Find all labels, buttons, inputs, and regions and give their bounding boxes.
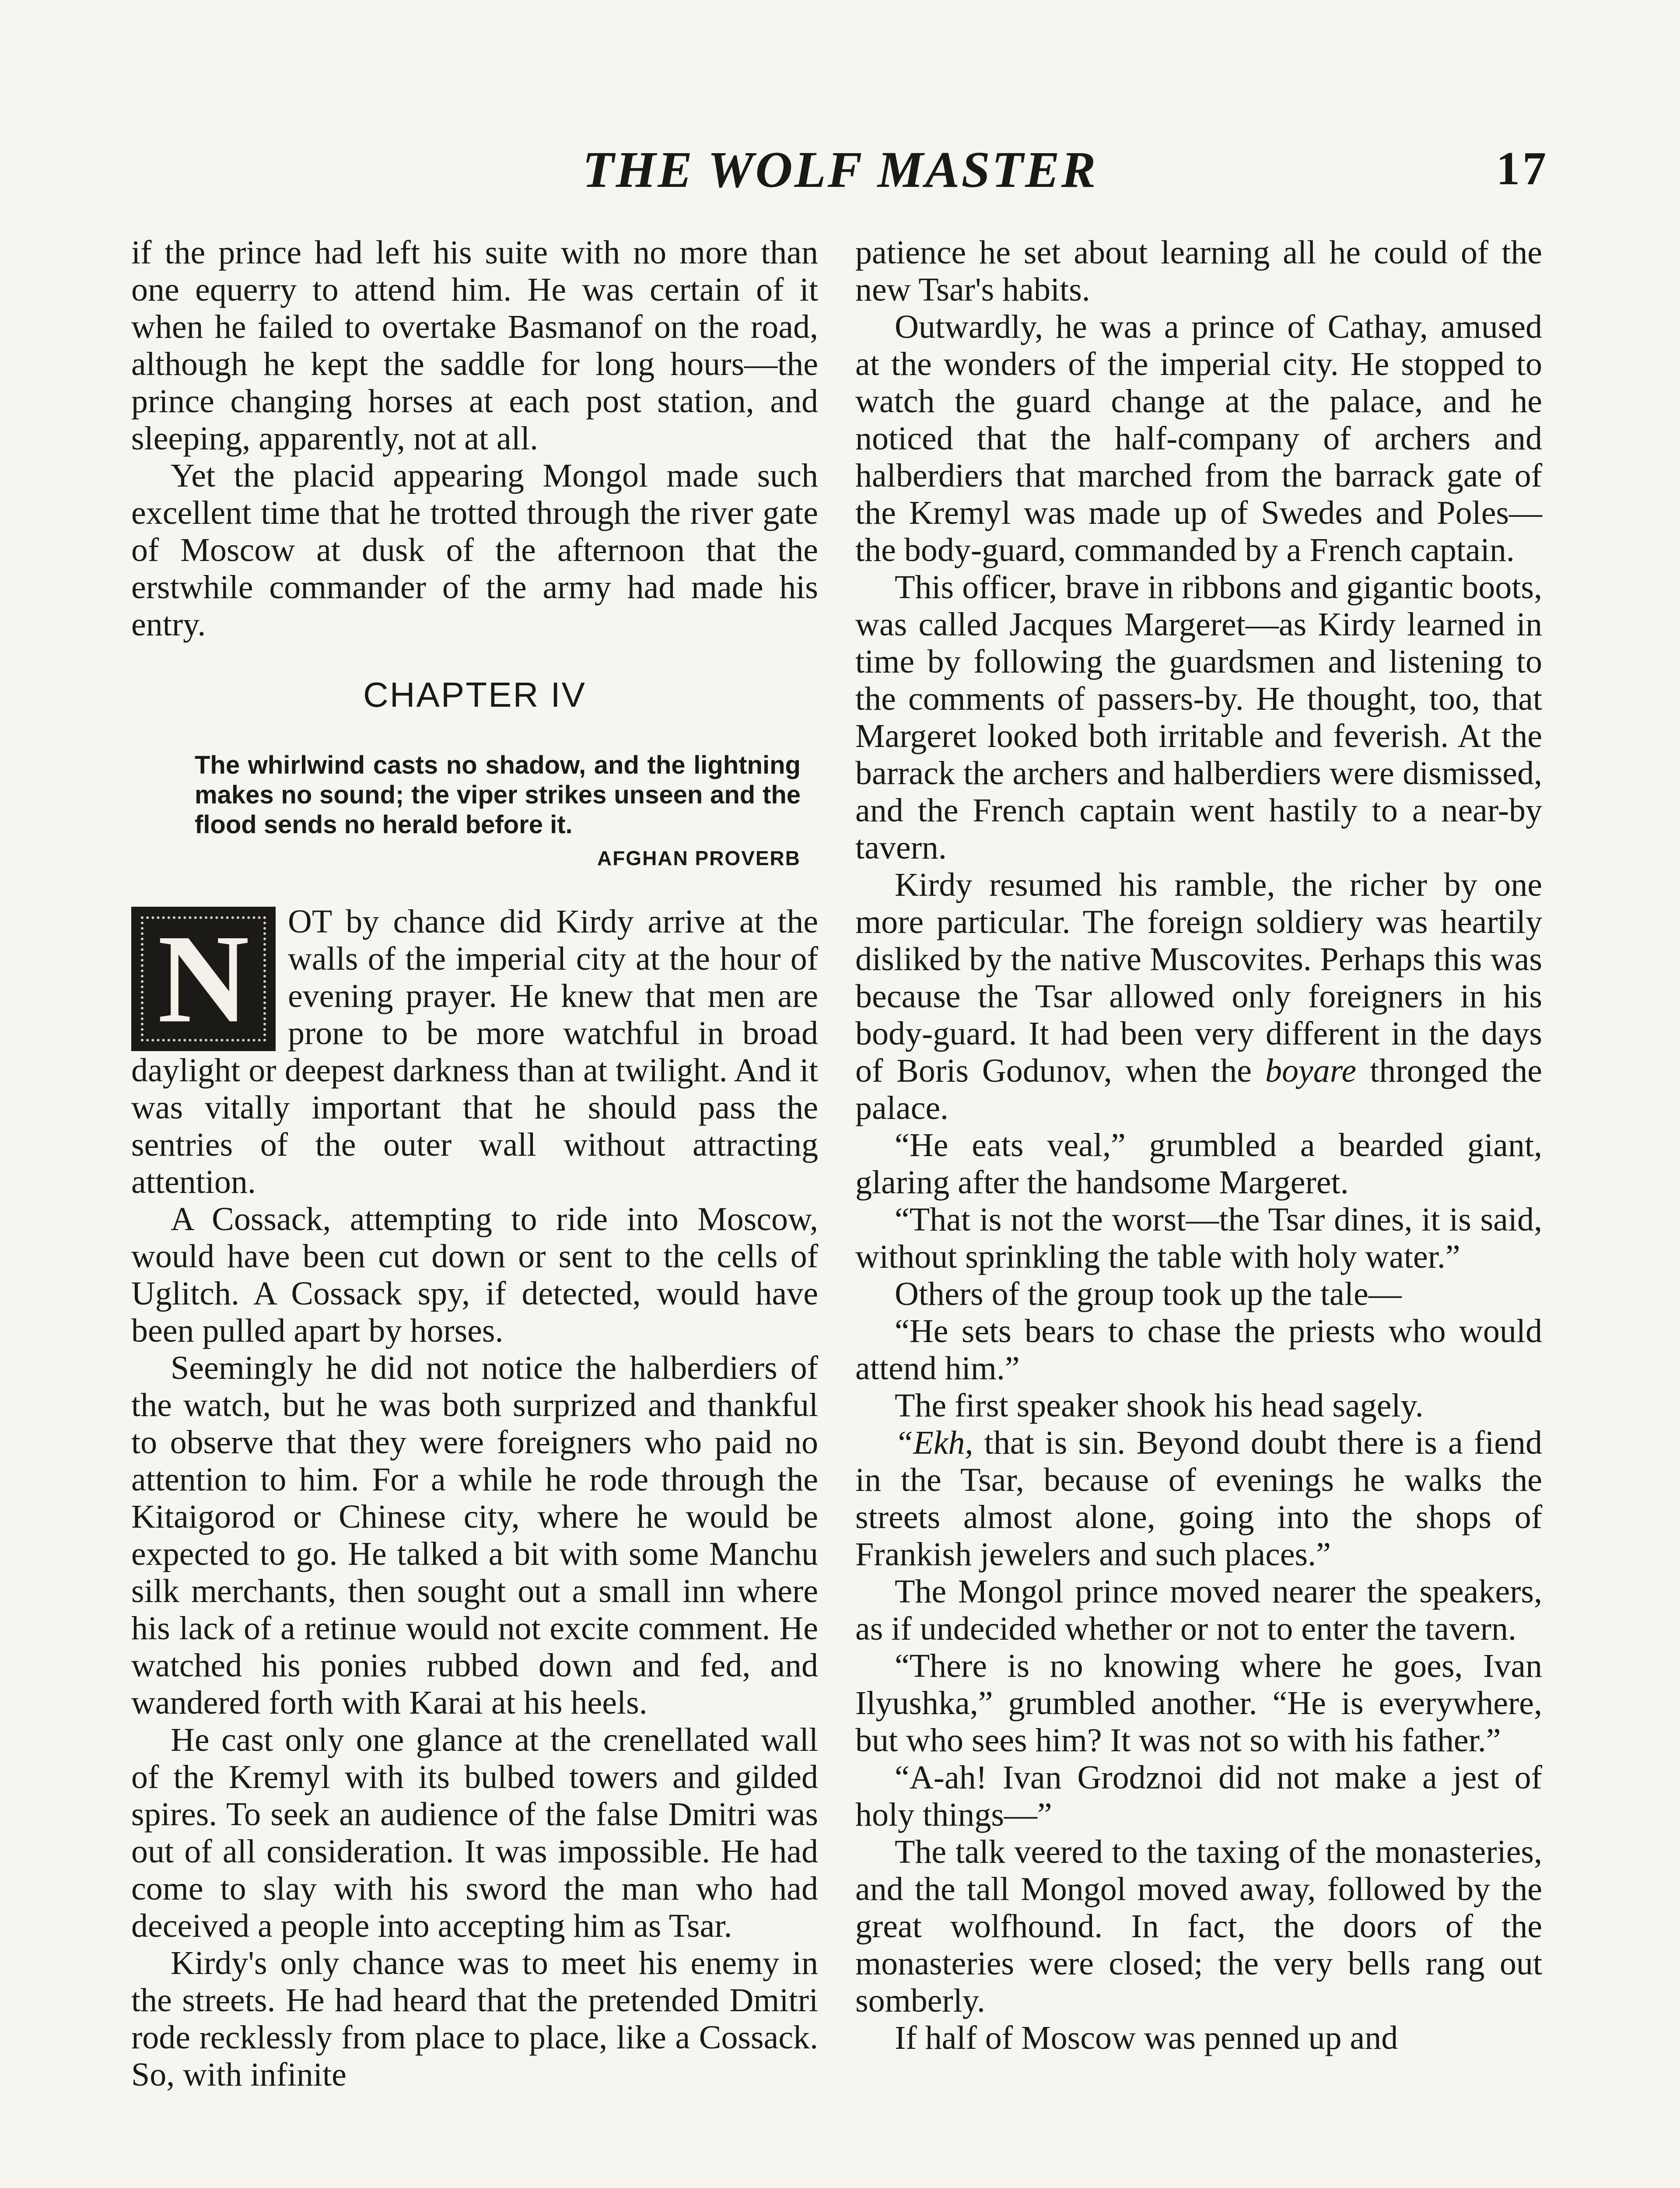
italic-term: boyare	[1265, 1052, 1357, 1089]
epigraph-attribution: AFGHAN PROVERB	[597, 847, 801, 870]
paragraph: “He eats veal,” grumbled a bearded giant, glaring after the handsome Margeret.	[855, 1127, 1542, 1201]
drop-cap-ornament	[131, 907, 276, 1051]
left-column	[131, 234, 818, 2093]
paragraph: Others of the group took up the tale—	[895, 1276, 1402, 1312]
paragraph	[855, 1424, 1542, 1573]
paragraph-text: thronged the palace.	[855, 1052, 1542, 1126]
paragraph: Seemingly he did not notice the halberdiers of the watch, but he was both surprized and thankful to observe that they were foreigners who paid no attention to him. For a while he rode through the Kitaigorod or Chinese city, where he would be expected to go. He talked a bit with some Manchu silk merchants, then sought out a small inn where his lack of a retinue would not excite comment. He watched his ponies rubbed down and fed, and wandered forth with Karai at his heels.	[131, 1350, 818, 1721]
drop-cap-border	[141, 908, 266, 1049]
paragraph-with-drop-cap	[131, 903, 818, 1201]
paragraph	[855, 866, 1542, 1127]
drop-cap-letter: N	[158, 908, 249, 1049]
paragraph: The talk veered to the taxing of the monasteries, and the tall Mongol moved away, followed by the great wolfhound. In fact, the doors of the monasteries were closed; the very bells rang out somberly.	[855, 1834, 1542, 2019]
paragraph: “He sets bears to chase the priests who would attend him.”	[855, 1313, 1542, 1387]
page-header	[131, 140, 1549, 201]
right-column	[855, 234, 1542, 2057]
paragraph: He cast only one glance at the crenellated wall of the Kremyl with its bulbed towers and gilded spires. To seek an audience of the false Dmitri was out of all consideration. It was impossible. He had come to slay with his sword the man who had deceived a people into accepting him as Tsar.	[131, 1722, 818, 1944]
paragraph: patience he set about learning all he could of the new Tsar's habits.	[855, 234, 1542, 308]
chapter-heading: CHAPTER IV	[363, 675, 587, 714]
paragraph-text: Kirdy resumed his ramble, the richer by one more particular. The foreign soldiery was heartily disliked by the native Muscovites. Perhaps this was because the Tsar allowed only foreigners in his body-guard. It had been very different in the days of Boris Godunov, when the	[855, 866, 1542, 1089]
running-title: THE WOLF MASTER	[582, 141, 1098, 198]
paragraph: The first speaker shook his head sagely.	[895, 1387, 1424, 1424]
paragraph: Kirdy's only chance was to meet his enemy in the streets. He had heard that the pretended Dmitri rode recklessly from place to place, like a Cossack. So, with infinite	[131, 1945, 818, 2093]
paragraph-text: that is sin. Beyond doubt there is a fiend in the Tsar, because of evenings he walks the streets almost alone, going into the shops of Frankish jewelers and such places.”	[855, 1424, 1543, 1573]
paragraph: Outwardly, he was a prince of Cathay, amused at the wonders of the imperial city. He stopped to watch the guard change at the palace, and he noticed that the half-company of archers and halberdiers that marched from the barrack gate of the Kremyl was made up of Swedes and Poles—the body-guard, commanded by a French captain.	[855, 309, 1542, 568]
paragraph: This officer, brave in ribbons and gigantic boots, was called Jacques Margeret—as Kirdy learned in time by following the guardsmen and listening to the comments of passers-by. He thought, too, that Margeret looked both irritable and feverish. At the barrack the archers and halberdiers were dismissed, and the French captain went hastily to a near-by tavern.	[855, 569, 1542, 866]
page-number: 17	[1496, 143, 1549, 195]
paragraph-text: OT by chance did Kirdy arrive at the walls of the imperial city at the hour of evening prayer. He knew that men are prone to be more watchful in broad daylight or deepest darkness than at twilight. And it was vitally important that he should pass the sentries of the outer wall without attracting attention.	[131, 903, 818, 1200]
paragraph: Yet the placid appearing Mongol made such excellent time that he trotted through the river gate of Moscow at dusk of the afternoon that the erstwhile commander of the army had made his entry.	[131, 457, 818, 643]
paragraph: if the prince had left his suite with no more than one equerry to attend him. He was certain of it when he failed to overtake Basmanof on the road, although he kept the saddle for long hours—the prince changing horses at each post station, and sleeping, apparently, not at all.	[131, 234, 818, 457]
paragraph: “That is not the worst—the Tsar dines, it is said, without sprinkling the table with holy water.”	[855, 1201, 1542, 1275]
paragraph: “A-ah! Ivan Grodznoi did not make a jest of holy things—”	[855, 1759, 1542, 1833]
paragraph: “There is no knowing where he goes, Ivan Ilyushka,” grumbled another. “He is everywhere, but who sees him? It was not so with his father.”	[855, 1648, 1542, 1759]
paragraph: A Cossack, attempting to ride into Moscow, would have been cut down or sent to the cells of Uglitch. A Cossack spy, if detected, would have been pulled apart by horses.	[131, 1201, 818, 1349]
paragraph: If half of Moscow was penned up and	[895, 2020, 1398, 2056]
epigraph: The whirlwind casts no shadow, and the lightning makes no sound; the viper strikes unseen and the flood sends no herald before it.	[195, 751, 801, 839]
paragraph: The Mongol prince moved nearer the speakers, as if undecided whether or not to enter the tavern.	[855, 1573, 1542, 1647]
italic-term: “Ekh,	[895, 1424, 973, 1461]
